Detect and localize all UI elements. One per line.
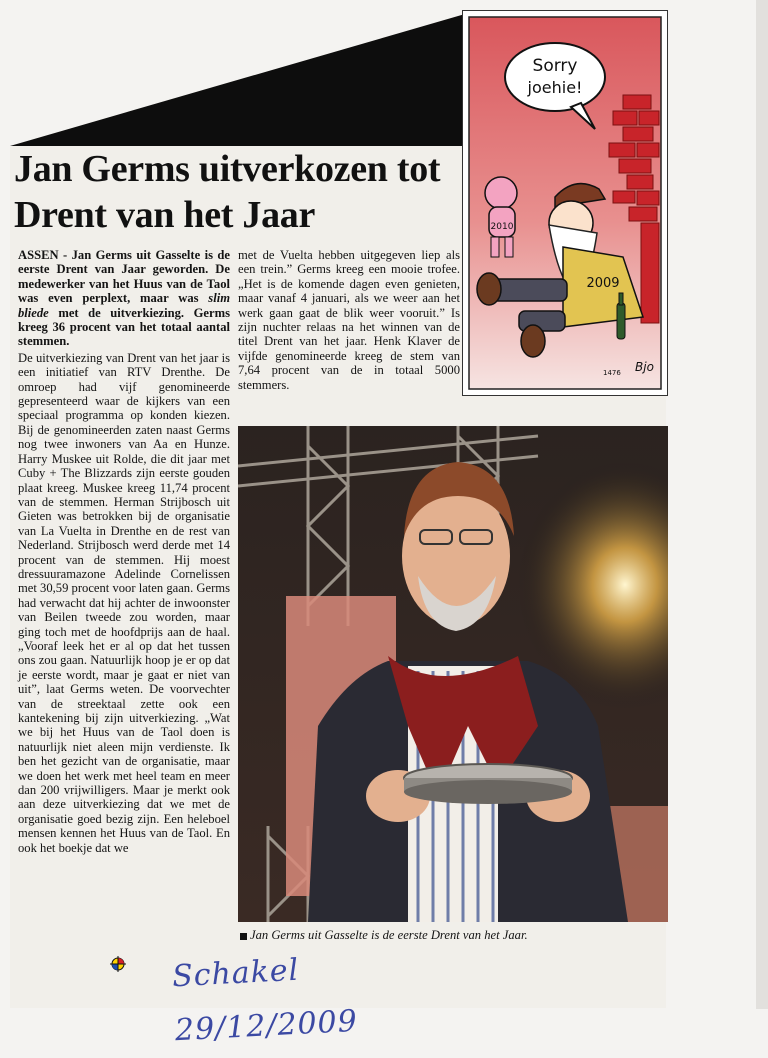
photo-illustration (238, 426, 668, 922)
cartoon-panel (462, 10, 668, 396)
small-figure-label: 2010 (490, 222, 514, 232)
lead-emphasis: slim bliede (18, 291, 230, 320)
article-photo (238, 426, 668, 922)
scan-edge (756, 0, 768, 1009)
lead-text-1: Jan Germs uit Gasselte is de eerste Drent van Jaar geworden. De medewerker van het Huus van de Taol was even perplext, maar was (18, 248, 230, 306)
article-column-2 (238, 248, 460, 392)
article-body-col2: met de Vuelta hebben uitgegeven liep als een trein.” Germs kreeg een mooie trofee. „Het is de komende dagen even genieten, maar vanaf 4 januari, als we weer aan het werk gaan gaat de blik weer vooruit.” Is zijn nuchter relaas na het winnen van de titel Drent van het jaar. Henk Klaver de vijfde genomineerde kreeg de stem van 7,64 procent van de in totaal 5000 stemmers. (238, 248, 460, 392)
cartoon-illustration (463, 11, 667, 395)
speech-line-2: joehie! (527, 78, 583, 97)
cartoon-number: 1476 (603, 369, 621, 377)
scan-shadow (10, 14, 470, 146)
dateline: ASSEN - (18, 248, 72, 262)
article-column-1 (18, 248, 230, 855)
handwritten-source-date: Schakel 29/12/2009 (171, 952, 359, 1049)
caption-text: Jan Germs uit Gasselte is de eerste Drent van het Jaar. (250, 928, 528, 942)
lead-text-2: met de uitverkiezing. Germs kreeg 36 procent van het totaal aantal stemmen. (18, 305, 230, 349)
article-body-col1: De uitverkiezing van Drent van het jaar is een initiatief van RTV Drenthe. De omroep had vijf genomineerde gepresenteerd waar de kijkers van een speciaal programma op konden kiezen. Bij de genomineerden zaten naast Germs nog twee inwoners van Aa en Hunze. Harry Muskee uit Rolde, die dit jaar met Cuby + The Blizzards zijn eerste gouden plaat kreeg. Muskee kreeg 11,74 procent van de stemmen. Herman Strijbosch uit Gieten was betrokken bij de organisatie van La Vuelta in Drenthe en de rest van Nederland. Strijbosch werd derde met 14 procent van de stemmen. Hij moest dressuuramazone Adelinde Cornelissen met 30,59 procent voor laten gaan. Germs had verwacht dat hij achter de inwoonster van Beilen tweede zou worden, maar ging toch met de hoofdprijs aan de haal. „Vooraf leek het er al op dat het tussen ons zou gaan. Natuurlijk hoop je er op dat je eerste wordt, maar je gaat er niet van uit”, laat Germs weten. De voorvechter van de streektaal zette ook een kantekening bij zijn uitverkiezing. „Wat we bij het Huus van de Taol doen is natuurlijk niet aleen mijn verdienste. Ik ben het gezicht van de organisatie, maar we doen het werk met heel team en meer dan 200 vrijwilligers. Maar je merkt ook aan deze uitverkiezing dat we met de organisatie goed bezig zijn. Een heleboel mensen kennen het Huus van de Taol. En ook het boekje dat we (18, 350, 230, 855)
cartoonist-signature: Bjo (635, 360, 654, 374)
registration-mark-icon (110, 956, 126, 972)
article-lead (18, 248, 230, 349)
speech-line-1: Sorry (532, 56, 578, 76)
speech-bubble (505, 43, 605, 111)
old-man-label: 2009 (586, 276, 620, 291)
caption-bullet (240, 933, 247, 940)
article-headline: Jan Germs uitverkozen tot Drent van het Jaar (14, 148, 441, 236)
